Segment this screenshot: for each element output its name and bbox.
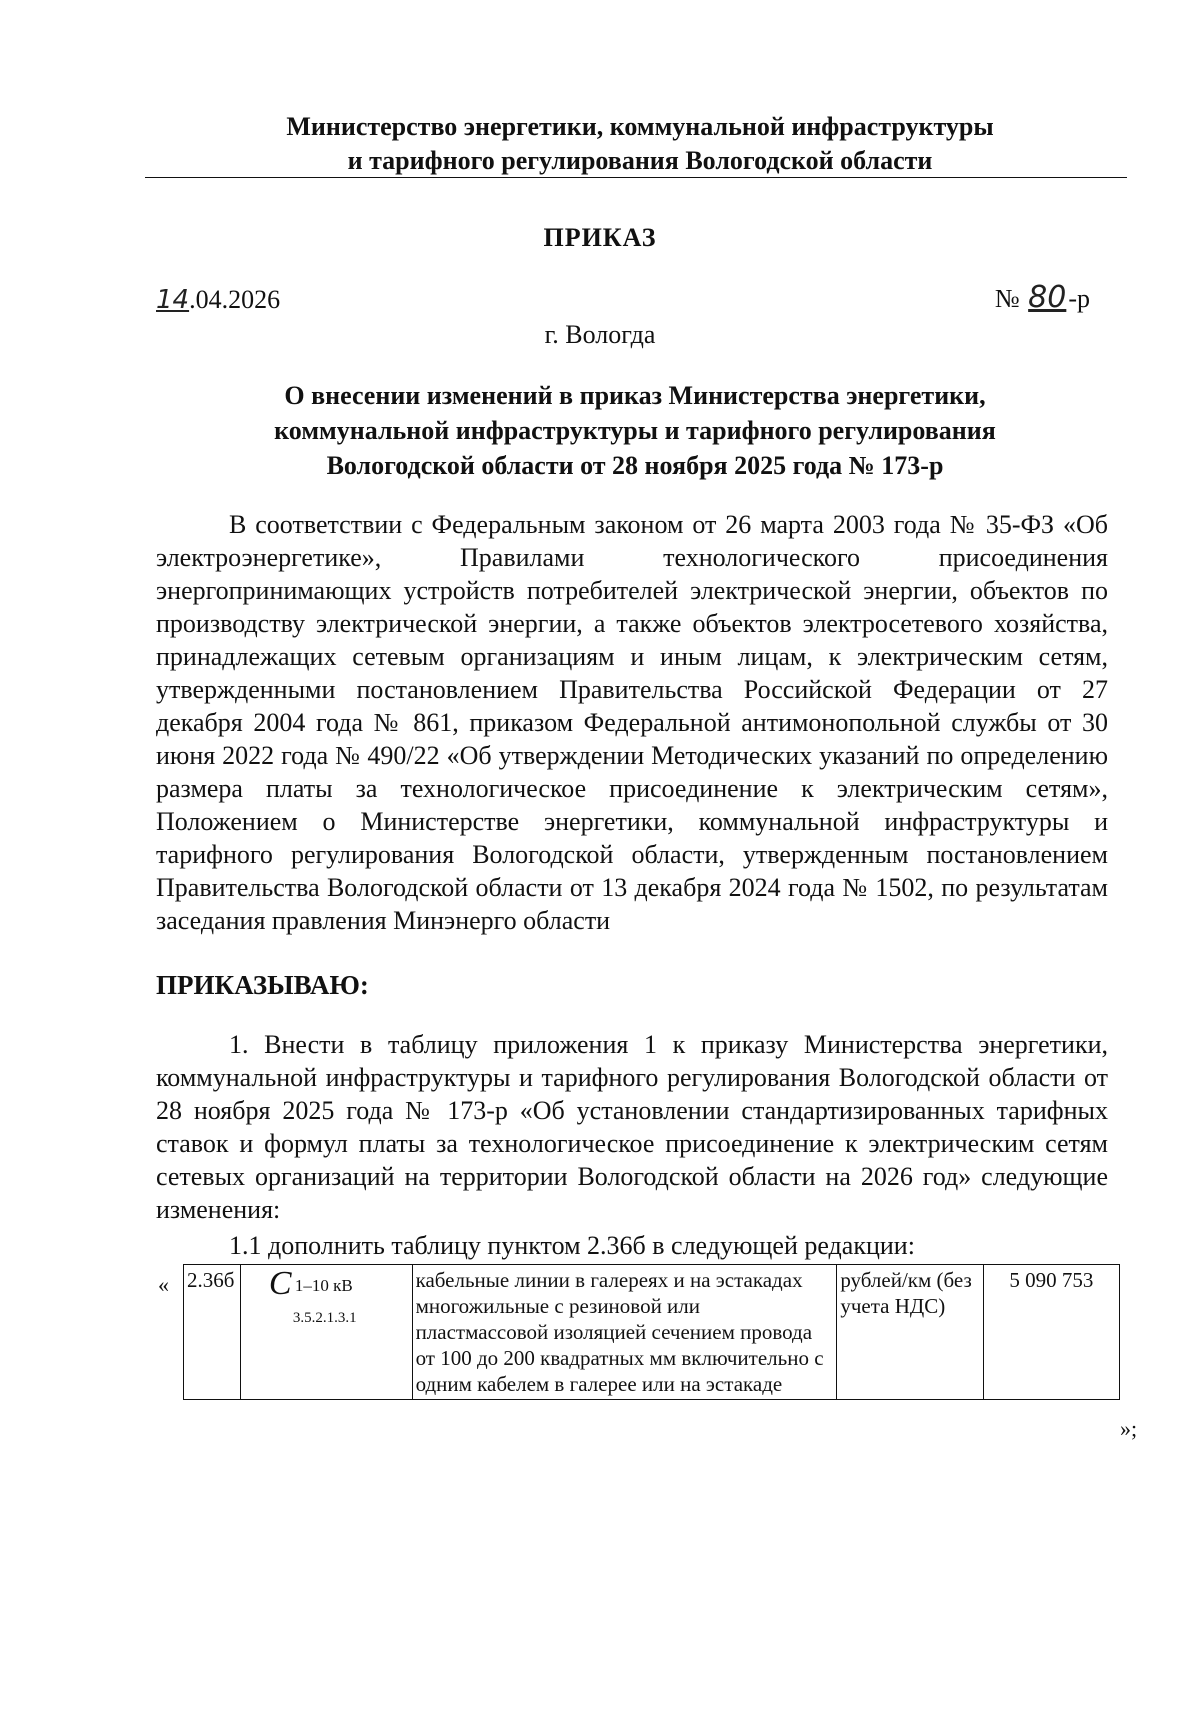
date-handwritten: 14 [156,285,190,315]
item-1-paragraph: 1. Внести в таблицу приложения 1 к приказу Министерства энергетики, коммунальной инфраструктуры и тарифного регулирования Вологодской области от 28 ноября 2025 года № 173-р «Об установлении стандартизированных тарифных ставок и формул платы за технологическое присоединение к электрическим сетям сетевых организаций на территории Вологодской области на 2026 год» следующие изменения: [156,1030,1108,1224]
subject-line-2: коммунальной инфраструктуры и тарифного регулирования [274,416,996,445]
order-subject [200,378,1070,483]
ministry-header [140,110,1140,178]
order-title: ПРИКАЗ [543,223,657,252]
order-date [156,285,280,315]
table-row [184,1265,1120,1400]
table-close-quote: »; [1120,1416,1138,1441]
date-printed: .04.2026 [189,285,281,314]
ministry-line-1: Министерство энергетики, коммунальной инфраструктуры [286,112,994,141]
ministry-line-2: и тарифного регулирования Вологодской области [347,146,933,175]
formula-subscript: 3.5.2.1.3.1 [292,1310,357,1326]
item-1-1-paragraph: 1.1 дополнить таблицу пунктом 2.36б в следующей редакции: [229,1231,915,1260]
number-suffix: -р [1068,284,1090,313]
number-handwritten: 80 [1028,280,1067,315]
formula-superscript: 1–10 кВ [294,1276,353,1295]
description-cell: кабельные линии в галереях и на эстакадах многожильные с резиновой или пластмассовой изоляцией сечением провода от 100 до 200 квадратных мм включительно с одним кабелем в галерее или на эстакаде [412,1265,837,1400]
order-number [995,280,1090,315]
value-cell: 5 090 753 [983,1265,1119,1400]
formula-letter: C [268,1265,292,1302]
formula-cell [240,1265,412,1400]
amendment-table [183,1264,1120,1400]
number-prefix: № [994,284,1020,313]
decree-heading: ПРИКАЗЫВАЮ: [156,970,369,1000]
preamble-paragraph: В соответствии с Федеральным законом от 26 марта 2003 года № 35-ФЗ «Об электроэнергетике», Правилами технологического присоединения энергопринимающих устройств потребителей электрической энергии, объектов по производству электрической энергии, а также объектов электросетевого хозяйства, принадлежащих сетевым организациям и иным лицам, к электрическим сетям, утвержденными постановлением Правительства Российской Федерации от 27 декабря 2004 года № 861, приказом Федеральной антимонопольной службы от 30 июня 2022 года № 490/22 «Об утверждении Методических указаний по определению размера платы за технологическое присоединение к электрическим сетям», Положением о Министерстве энергетики, коммунальной инфраструктуры и тарифного регулирования Вологодской области, утвержденным постановлением Правительства Вологодской области от 13 декабря 2024 года № 1502, по результатам заседания правления Минэнерго области [156,510,1108,935]
tariff-formula [268,1265,384,1335]
city: г. Вологда [544,320,656,349]
table-open-quote: « [158,1272,169,1297]
subject-line-3: Вологодской области от 28 ноября 2025 года № 173-р [326,451,944,480]
subject-line-1: О внесении изменений в приказ Министерства энергетики, [284,381,986,410]
row-number-cell: 2.36б [184,1265,241,1400]
header-rule [145,177,1127,178]
unit-cell: рублей/км (без учета НДС) [837,1265,983,1400]
